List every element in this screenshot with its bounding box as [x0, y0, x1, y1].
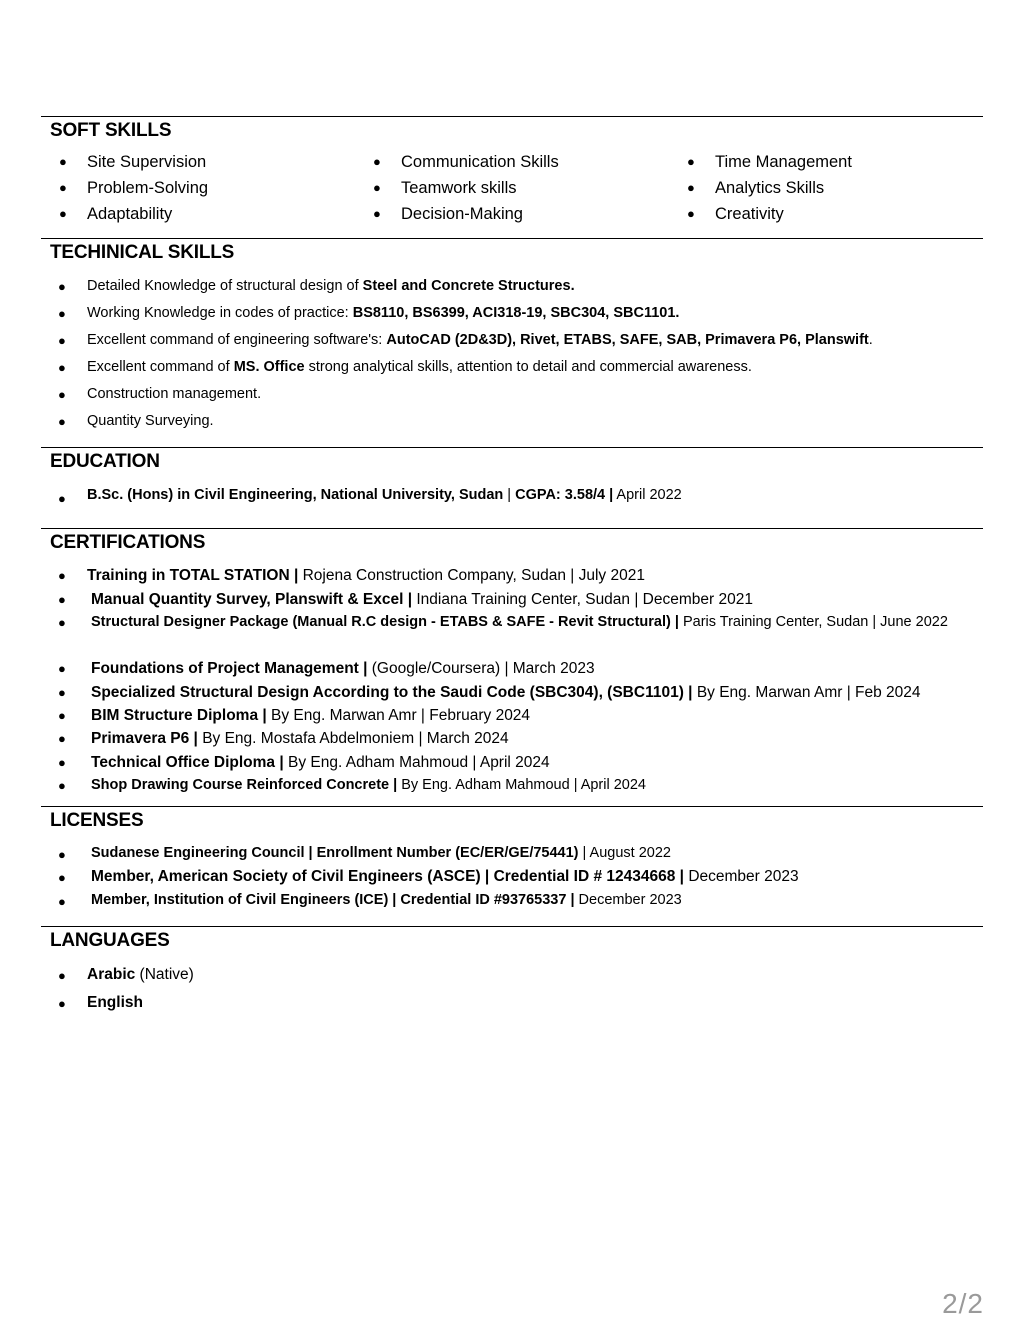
bullet: ● — [373, 206, 381, 221]
education-heading: EDUCATION — [50, 451, 160, 472]
bullet: ● — [58, 491, 66, 506]
bullet: ● — [58, 333, 66, 348]
soft-skill-item: Adaptability — [87, 205, 173, 223]
certification-item: Manual Quantity Survey, Planswift & Excel | Indiana Training Center, Sudan | December 2021 — [91, 591, 753, 608]
bullet: ● — [58, 870, 66, 885]
bullet: ● — [58, 568, 66, 583]
technical-skill-item: Construction management. — [87, 386, 262, 402]
license-item: Member, Institution of Civil Engineers (ICE) | Credential ID #93765337 | December 2023 — [91, 892, 682, 908]
certifications-heading: CERTIFICATIONS — [50, 532, 206, 553]
soft-skill-item: Site Supervision — [87, 153, 207, 171]
licenses-heading: LICENSES — [50, 810, 144, 831]
soft-skill-item: Communication Skills — [401, 153, 559, 171]
language-item: English — [87, 994, 143, 1011]
bullet: ● — [58, 387, 66, 402]
page-number: 2/2 — [942, 1288, 984, 1319]
soft-skill-item: Decision-Making — [401, 205, 523, 223]
bullet: ● — [58, 685, 66, 700]
bullet: ● — [58, 661, 66, 676]
technical-skills-heading: TECHINICAL SKILLS — [50, 242, 235, 263]
technical-skill-item: Quantity Surveying. — [87, 413, 214, 429]
education-section — [41, 447, 983, 529]
bullet: ● — [58, 615, 66, 630]
certification-item: Primavera P6 | By Eng. Mostafa Abdelmoniem | March 2024 — [91, 730, 509, 747]
bullet: ● — [687, 206, 695, 221]
licenses-section — [41, 806, 983, 927]
bullet: ● — [59, 180, 67, 195]
bullet: ● — [58, 306, 66, 321]
languages-section — [41, 926, 983, 1027]
certification-item: Foundations of Project Management | (Google/Coursera) | March 2023 — [91, 660, 595, 677]
certification-item: Training in TOTAL STATION | Rojena Construction Company, Sudan | July 2021 — [87, 567, 645, 584]
certification-item: Structural Designer Package (Manual R.C design - ETABS & SAFE - Revit Structural) | Paris Training Center, Sudan | June 2022 — [91, 614, 948, 630]
languages-heading: LANGUAGES — [50, 930, 170, 951]
bullet: ● — [58, 708, 66, 723]
certification-item: Specialized Structural Design According to the Saudi Code (SBC304), (SBC1101) | By Eng. Marwan Amr | Feb 2024 — [91, 684, 921, 701]
soft-skill-item: Time Management — [715, 153, 852, 171]
bullet: ● — [58, 996, 66, 1011]
certification-item: BIM Structure Diploma | By Eng. Marwan Amr | February 2024 — [91, 707, 531, 724]
bullet: ● — [58, 592, 66, 607]
bullet: ● — [58, 847, 66, 862]
license-item: Sudanese Engineering Council | Enrollment Number (EC/ER/GE/75441) | August 2022 — [91, 845, 671, 861]
soft-skill-item: Teamwork skills — [401, 179, 517, 197]
technical-skill-item: Excellent command of engineering software's: AutoCAD (2D&3D), Rivet, ETABS, SAFE, SAB, Primavera P6, Planswift. — [87, 332, 873, 348]
license-item: Member, American Society of Civil Engineers (ASCE) | Credential ID # 12434668 | December 2023 — [91, 868, 799, 885]
soft-skill-item: Problem-Solving — [87, 179, 209, 197]
technical-skills-section — [41, 238, 983, 448]
language-item: Arabic (Native) — [87, 966, 194, 983]
technical-skill-item: Excellent command of MS. Office strong analytical skills, attention to detail and commercial awareness. — [87, 359, 752, 375]
certification-item: Shop Drawing Course Reinforced Concrete | By Eng. Adham Mahmoud | April 2024 — [91, 777, 646, 793]
bullet: ● — [58, 968, 66, 983]
bullet: ● — [59, 154, 67, 169]
bullet: ● — [59, 206, 67, 221]
bullet: ● — [58, 279, 66, 294]
soft-skills-heading: SOFT SKILLS — [50, 120, 172, 141]
bullet: ● — [58, 731, 66, 746]
technical-skill-item: Detailed Knowledge of structural design of Steel and Concrete Structures. — [87, 278, 575, 294]
bullet: ● — [373, 180, 381, 195]
bullet: ● — [58, 755, 66, 770]
soft-skill-item: Analytics Skills — [715, 179, 825, 197]
bullet: ● — [687, 180, 695, 195]
bullet: ● — [58, 414, 66, 429]
soft-skills-section — [41, 116, 983, 239]
soft-skill-item: Creativity — [715, 205, 784, 223]
education-item: B.Sc. (Hons) in Civil Engineering, National University, Sudan | CGPA: 3.58/4 | April 2022 — [87, 487, 682, 503]
bullet: ● — [58, 894, 66, 909]
bullet: ● — [687, 154, 695, 169]
technical-skill-item: Working Knowledge in codes of practice: BS8110, BS6399, ACI318-19, SBC304, SBC1101. — [87, 305, 680, 321]
bullet: ● — [58, 360, 66, 375]
bullet: ● — [373, 154, 381, 169]
bullet: ● — [58, 778, 66, 793]
certifications-section — [41, 528, 983, 807]
certification-item: Technical Office Diploma | By Eng. Adham Mahmoud | April 2024 — [91, 754, 550, 771]
